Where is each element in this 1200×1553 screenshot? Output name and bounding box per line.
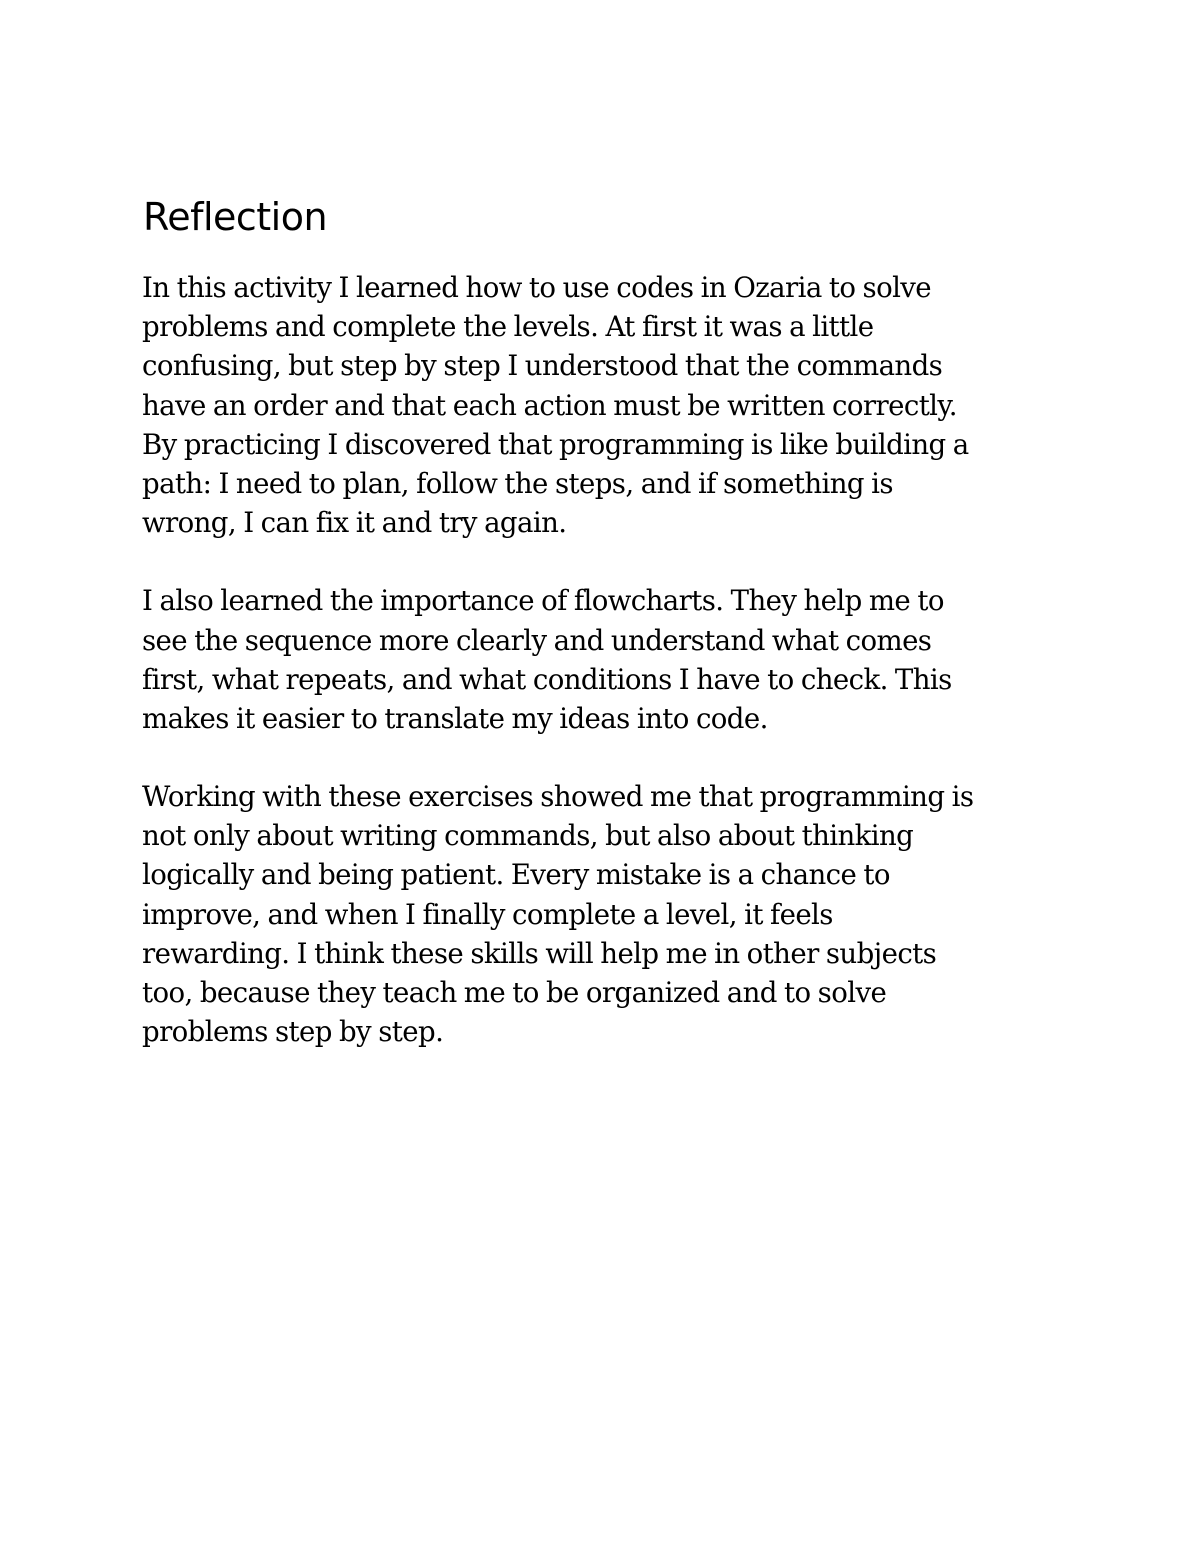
text-line: not only about writing commands, but also about thinking: [142, 819, 914, 853]
document-body: [142, 268, 1102, 1090]
text-line: makes it easier to translate my ideas into code.: [142, 701, 768, 735]
text-line: confusing, but step by step I understood that the commands: [142, 349, 943, 383]
text-line: first, what repeats, and what conditions I have to check. This: [142, 662, 952, 696]
text-line: Working with these exercises showed me that programming is: [142, 780, 974, 814]
text-line: have an order and that each action must be written correctly.: [142, 388, 957, 422]
paragraph-3: [142, 777, 1102, 1051]
text-line: In this activity I learned how to use codes in Ozaria to solve: [142, 271, 932, 304]
text-line: logically and being patient. Every mistake is a chance to: [142, 858, 890, 892]
text-line: improve, and when I finally complete a level, it feels: [142, 897, 833, 931]
paragraph-2: [142, 581, 1102, 738]
paragraph-1: [142, 268, 1102, 542]
text-line: rewarding. I think these skills will help me in other subjects: [142, 936, 937, 970]
text-line: see the sequence more clearly and understand what comes: [142, 623, 932, 657]
text-line: I also learned the importance of flowcharts. They help me to: [142, 584, 944, 618]
text-line: wrong, I can fix it and try again.: [142, 506, 567, 540]
text-line: By practicing I discovered that programming is like building a: [142, 427, 969, 461]
text-line: too, because they teach me to be organized and to solve: [142, 976, 887, 1009]
text-line: path: I need to plan, follow the steps, and if something is: [142, 466, 893, 500]
text-line: problems and complete the levels. At first it was a little: [142, 310, 874, 344]
text-line: problems step by step.: [142, 1015, 444, 1049]
page-title: Reflection: [143, 195, 328, 239]
